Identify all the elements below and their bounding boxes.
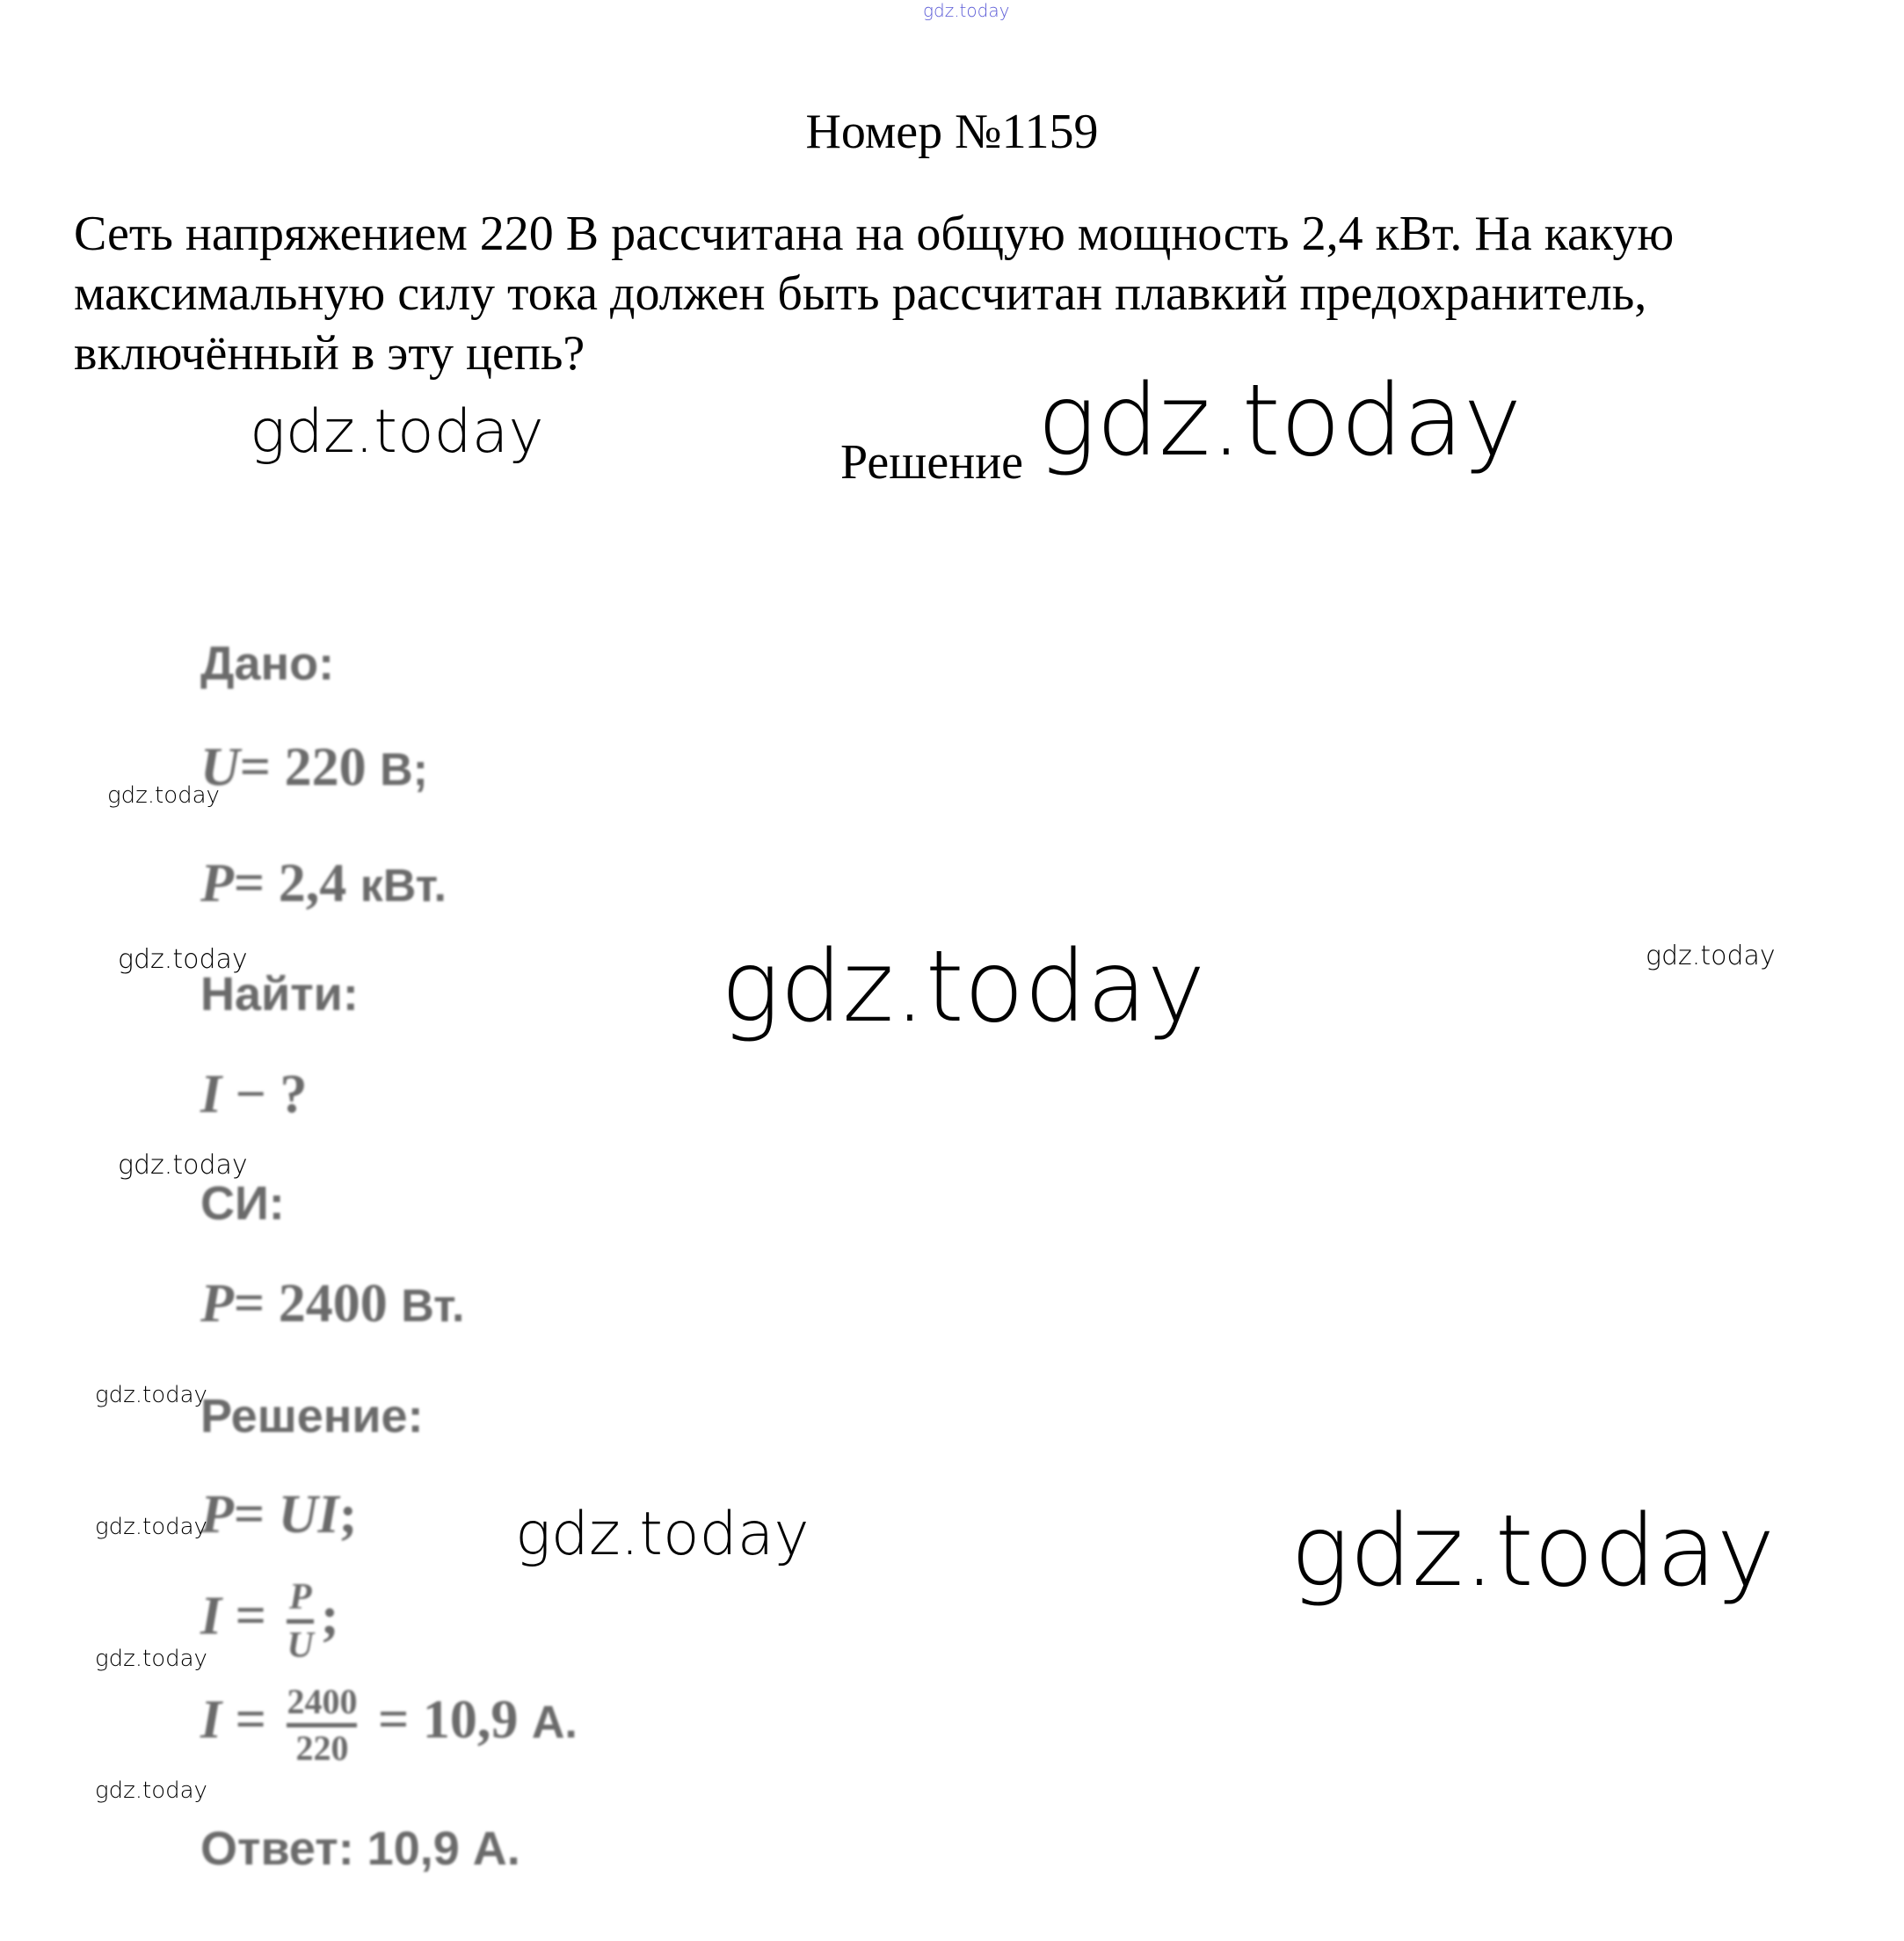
solution-label: Решение: bbox=[200, 1390, 424, 1443]
var-p: P bbox=[200, 854, 234, 913]
question: − ? bbox=[235, 1065, 308, 1124]
si-label: СИ: bbox=[200, 1177, 285, 1230]
watermark: gdz.today bbox=[107, 782, 220, 809]
var-p: P bbox=[200, 1485, 234, 1545]
problem-statement: Сеть напряжением 220 В рассчитана на общую мощность 2,4 кВт. На какую максимальную силу тока должен быть рассчитан плавкий предохранитель, включённый в эту цепь? bbox=[74, 207, 1675, 381]
value: = 2400 bbox=[233, 1274, 388, 1334]
fraction-p-over-u bbox=[287, 1579, 313, 1664]
watermark-top: gdz.today bbox=[923, 0, 1010, 21]
value: = 2,4 bbox=[233, 854, 347, 913]
find-label: Найти: bbox=[200, 968, 359, 1021]
equals: = bbox=[235, 1586, 266, 1647]
unit: А. bbox=[531, 1697, 578, 1748]
watermark: gdz.today bbox=[1290, 1494, 1776, 1609]
unit: В; bbox=[380, 745, 428, 796]
equals: = bbox=[233, 1485, 279, 1545]
watermark: gdz.today bbox=[95, 1646, 207, 1672]
result-value: = 10,9 bbox=[377, 1690, 519, 1750]
var-i: I bbox=[200, 1586, 222, 1647]
formula-power bbox=[200, 1484, 357, 1546]
fraction-2400-over-220 bbox=[287, 1684, 357, 1766]
si-power bbox=[200, 1273, 464, 1335]
var-ui: UI bbox=[278, 1485, 339, 1545]
page-title: Номер №1159 bbox=[805, 105, 1099, 159]
denominator: 220 bbox=[295, 1728, 349, 1768]
var-i: I bbox=[200, 1690, 222, 1750]
equals: = bbox=[235, 1690, 266, 1750]
var-u: U bbox=[200, 738, 240, 797]
watermark: gdz.today bbox=[515, 1500, 810, 1569]
watermark: gdz.today bbox=[1037, 364, 1522, 478]
denominator: U bbox=[287, 1625, 314, 1666]
formula-result bbox=[200, 1684, 578, 1766]
semicolon: ; bbox=[320, 1586, 339, 1647]
formula-current bbox=[200, 1579, 338, 1664]
fraction-bar bbox=[287, 1619, 313, 1624]
var-p: P bbox=[200, 1274, 234, 1334]
watermark: gdz.today bbox=[118, 944, 248, 975]
value: = 220 bbox=[239, 738, 367, 797]
given-label: Дано: bbox=[200, 637, 335, 690]
numerator: 2400 bbox=[287, 1682, 358, 1721]
unit: Вт. bbox=[401, 1281, 465, 1332]
find-current bbox=[200, 1064, 307, 1126]
answer: Ответ: 10,9 А. bbox=[200, 1822, 520, 1875]
watermark: gdz.today bbox=[95, 1382, 207, 1408]
semicolon: ; bbox=[338, 1485, 358, 1545]
given-power bbox=[200, 853, 447, 915]
unit: кВт. bbox=[360, 861, 447, 912]
watermark: gdz.today bbox=[95, 1514, 207, 1540]
watermark: gdz.today bbox=[118, 1150, 248, 1181]
given-voltage bbox=[200, 737, 428, 799]
watermark: gdz.today bbox=[1646, 941, 1776, 971]
var-i: I bbox=[200, 1065, 222, 1124]
watermark: gdz.today bbox=[721, 930, 1206, 1044]
solution-heading: Решение bbox=[840, 435, 1024, 490]
watermark: gdz.today bbox=[250, 397, 544, 467]
numerator: P bbox=[288, 1577, 312, 1618]
watermark: gdz.today bbox=[95, 1777, 207, 1804]
fraction-bar bbox=[287, 1723, 357, 1727]
